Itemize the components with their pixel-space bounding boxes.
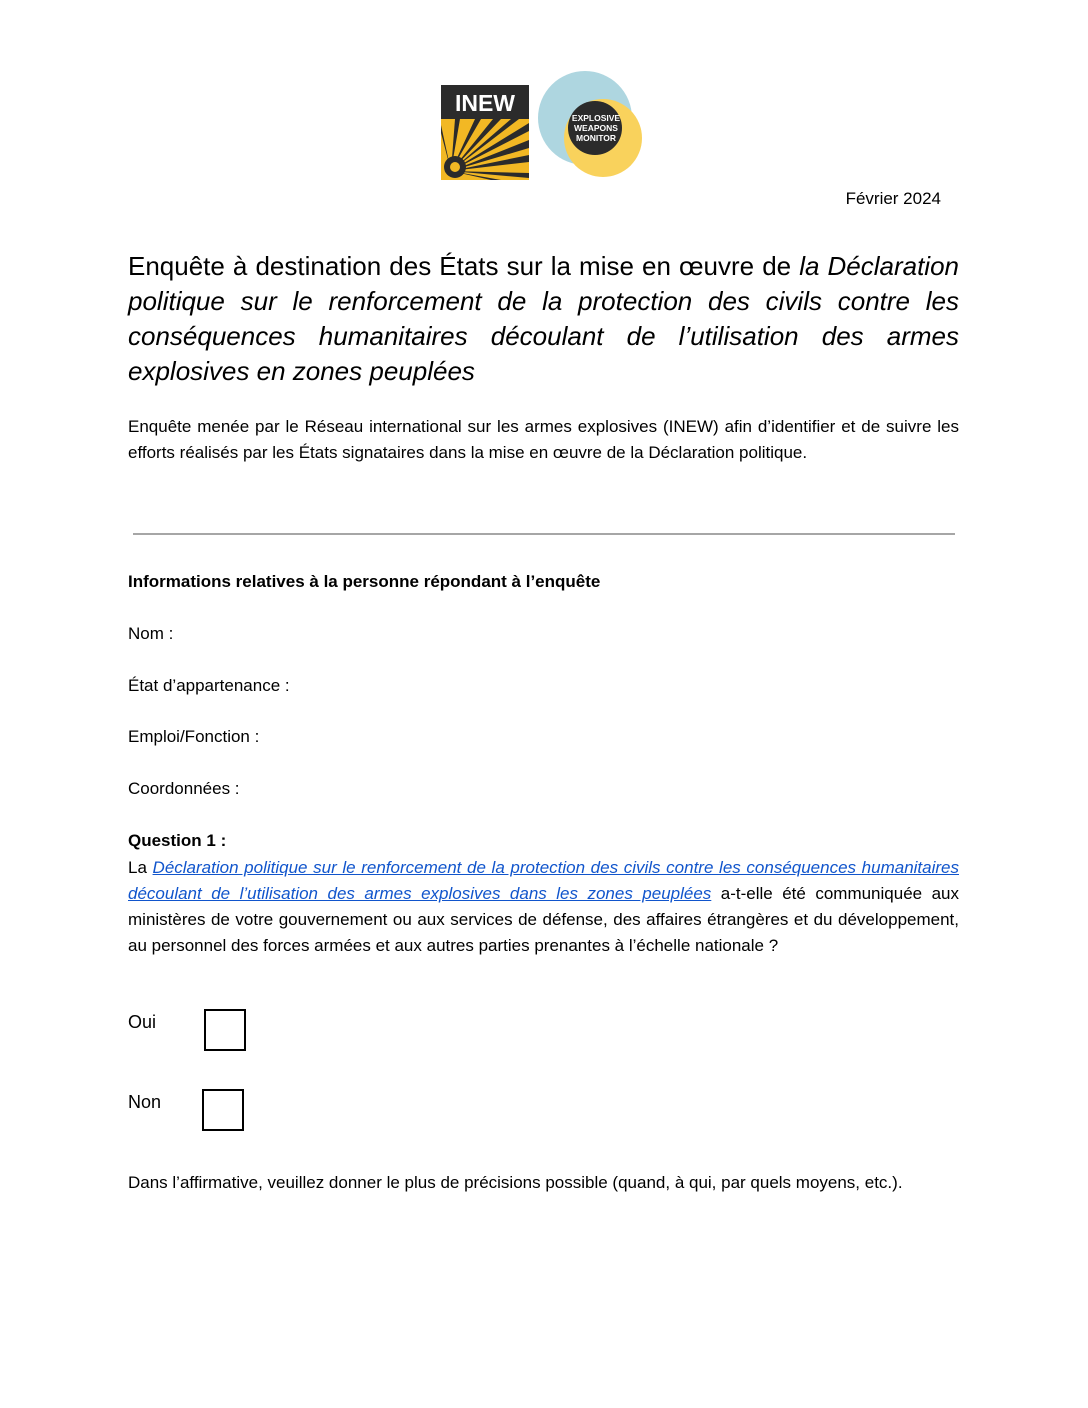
explosive-weapons-monitor-logo	[537, 70, 645, 178]
question-1-text-before: La	[128, 858, 153, 877]
question-1-text	[128, 855, 959, 959]
option-oui-label: Oui	[128, 1012, 157, 1032]
document-date: Février 2024	[845, 189, 941, 208]
intro-paragraph: Enquête menée par le Réseau international sur les armes explosives (INEW) afin d’identifier et de suivre les efforts réalisés par les États signataires dans la mise en œuvre de la Déclaration politique.	[128, 417, 959, 462]
contact-field-label: Coordonnées :	[128, 779, 240, 798]
question-1-text-after: a-t-elle été communiquée aux ministères de votre gouvernement ou aux services de défense, des affaires étrangères et du développement, au personnel des forces armées et aux autres parties prenantes à l’échelle nationale ?	[128, 884, 959, 955]
name-field-label: Nom :	[128, 624, 174, 643]
respondent-section-heading: Informations relatives à la personne répondant à l’enquête	[128, 572, 601, 591]
inew-logo	[441, 85, 529, 180]
job-field-label: Emploi/Fonction :	[128, 727, 260, 746]
option-non-checkbox[interactable]	[202, 1089, 244, 1131]
followup-instruction: Dans l’affirmative, veuillez donner le plus de précisions possible (quand, à qui, par quels moyens, etc.).	[128, 1173, 903, 1192]
title-plain: Enquête à destination des États sur la mise en œuvre de	[128, 251, 800, 281]
ewm-logo-line-3: MONITOR	[576, 133, 616, 143]
horizontal-divider	[133, 533, 955, 535]
document-title	[128, 249, 959, 389]
option-non-label: Non	[128, 1092, 162, 1112]
title-italic: la Déclaration politique sur le renforcement de la protection des civils contre les conséquences humanitaires découlant de l’utilisation des armes explosives en zones peuplées	[128, 251, 959, 386]
state-field-label: État d’appartenance :	[128, 676, 290, 695]
inew-logo-text: INEW	[454, 90, 516, 116]
question-1-heading: Question 1 :	[128, 831, 227, 850]
ewm-logo-line-2: WEAPONS	[574, 123, 618, 133]
ewm-logo-line-1: EXPLOSIVE	[571, 113, 621, 123]
declaration-link[interactable]: Déclaration politique sur le renforcement de la protection des civils contre les conséquences humanitaires découlant de l’utilisation des armes explosives dans les zones peuplées	[128, 858, 959, 903]
option-oui-checkbox[interactable]	[204, 1009, 246, 1051]
